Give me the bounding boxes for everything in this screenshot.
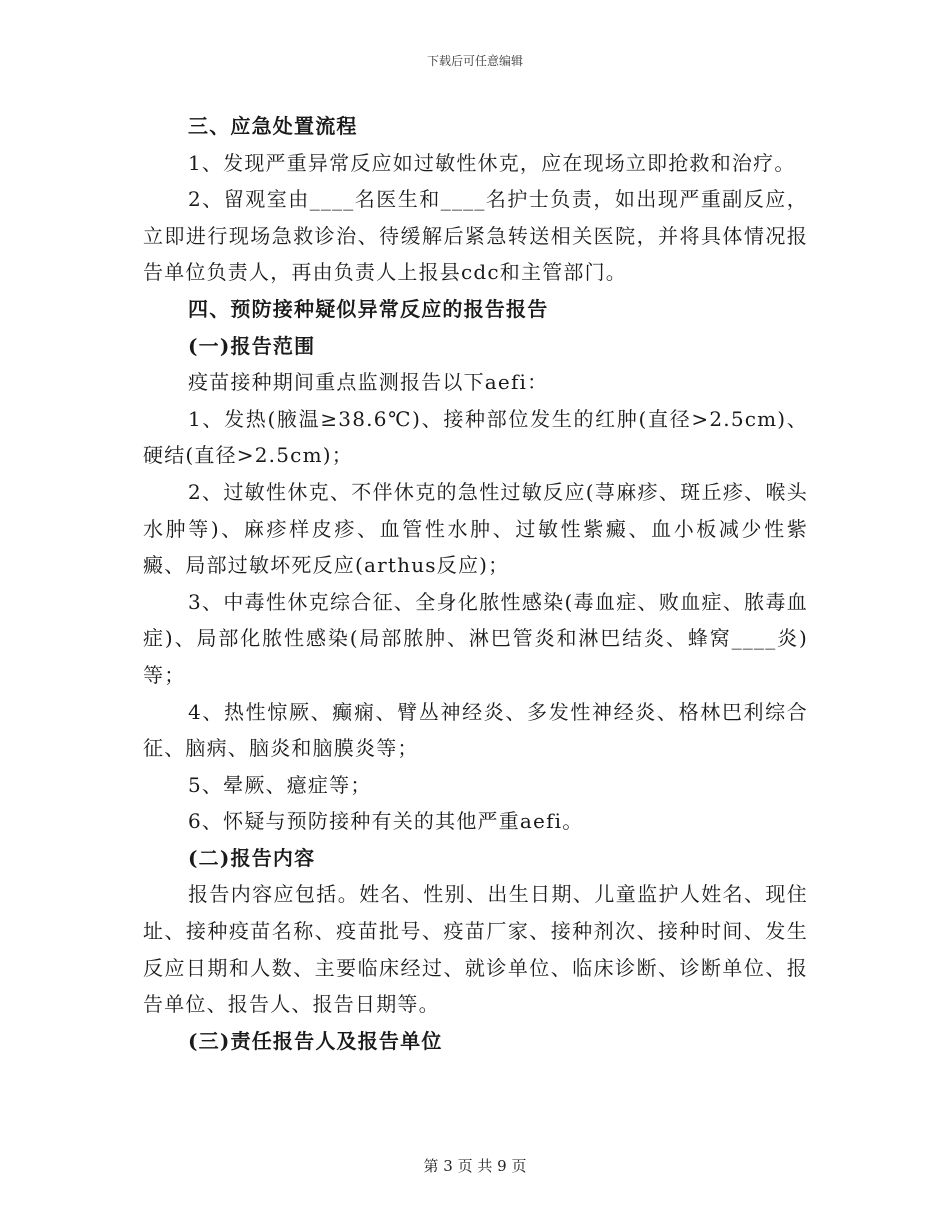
section-heading-emergency: 三、应急处置流程 bbox=[188, 114, 358, 138]
page-header: 下载后可任意编辑 bbox=[426, 54, 523, 68]
paragraph-scope-4: 4、热性惊厥、癫痫、臂丛神经炎、多发性神经炎、格林巴利综合征、脑病、脑炎和脑膜炎等； bbox=[143, 699, 808, 761]
paragraph-scope-1: 1、发热(腋温≥38.6℃)、接种部位发生的红肿(直径>2.5cm)、硬结(直径>2.5cm)； bbox=[143, 406, 808, 468]
paragraph-item-2: 2、留观室由____名医生和____名护士负责，如出现严重副反应，立即进行现场急救诊治、待缓解后紧急转送相关医院，并将具体情况报告单位负责人，再由负责人上报县cdc和主管部门。 bbox=[143, 187, 808, 285]
paragraph-scope-intro: 疫苗接种期间重点监测报告以下aefi： bbox=[188, 370, 549, 395]
section-heading-report: 四、预防接种疑似异常反应的报告报告 bbox=[188, 296, 549, 321]
page-footer: 第 3 页 共 9 页 bbox=[423, 1157, 527, 1175]
subsection-heading-content: (二)报告内容 bbox=[188, 845, 316, 870]
subsection-heading-scope: (一)报告范围 bbox=[188, 333, 316, 358]
subsection-heading-responsible: (三)责任报告人及报告单位 bbox=[188, 1028, 443, 1053]
paragraph-item-1: 1、发现严重异常反应如过敏性休克，应在现场立即抢救和治疗。 bbox=[188, 150, 796, 175]
paragraph-content: 报告内容应包括。姓名、性别、出生日期、儿童监护人姓名、现住址、接种疫苗名称、疫苗批号、疫苗厂家、接种剂次、接种时间、发生反应日期和人数、主要临床经过、就诊单位、临床诊断、诊断单位、报告单位、报告人、报告日期等。 bbox=[143, 882, 808, 1017]
paragraph-scope-2: 2、过敏性休克、不伴休克的急性过敏反应(荨麻疹、斑丘疹、喉头水肿等)、麻疹样皮疹、血管性水肿、过敏性紫癜、血小板减少性紫癜、局部过敏坏死反应(arthus反应)； bbox=[143, 479, 808, 578]
paragraph-scope-3: 3、中毒性休克综合征、全身化脓性感染(毒血症、败血症、脓毒血症)、局部化脓性感染(局部脓肿、淋巴管炎和淋巴结炎、蜂窝____炎)等； bbox=[143, 589, 808, 687]
paragraph-scope-6: 6、怀疑与预防接种有关的其他严重aefi。 bbox=[188, 809, 584, 834]
document-body bbox=[143, 108, 808, 1059]
paragraph-scope-5: 5、晕厥、癔症等； bbox=[188, 772, 372, 797]
